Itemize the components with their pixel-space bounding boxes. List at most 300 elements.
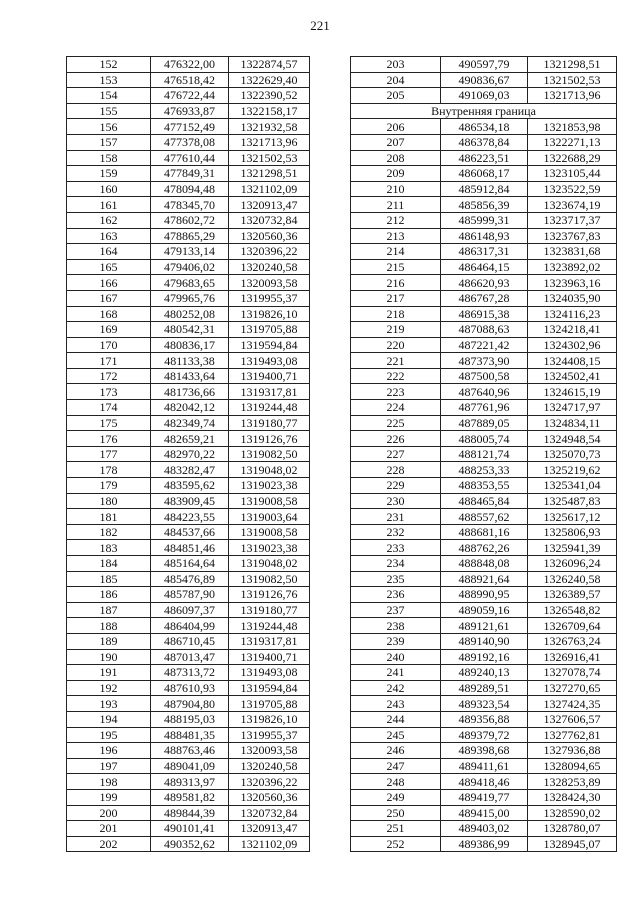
y-coordinate-cell: 1326763,24	[528, 633, 617, 649]
table-row	[67, 228, 310, 244]
y-coordinate-cell: 1325219,62	[528, 462, 617, 478]
point-number-cell: 179	[67, 478, 151, 494]
x-coordinate-cell: 488465,84	[441, 493, 528, 509]
x-coordinate-cell: 488990,95	[441, 587, 528, 603]
table-row	[67, 602, 310, 618]
point-number-cell: 219	[351, 322, 441, 338]
x-coordinate-cell: 486378,84	[441, 134, 528, 150]
x-coordinate-cell: 486223,51	[441, 150, 528, 166]
point-number-cell: 198	[67, 774, 151, 790]
y-coordinate-cell: 1319705,88	[229, 696, 310, 712]
point-number-cell: 245	[351, 727, 441, 743]
table-row	[351, 150, 617, 166]
y-coordinate-cell: 1326096,24	[528, 556, 617, 572]
table-row	[67, 306, 310, 322]
table-row	[351, 633, 617, 649]
x-coordinate-cell: 480542,31	[151, 322, 229, 338]
point-number-cell: 175	[67, 415, 151, 431]
point-number-cell: 184	[67, 556, 151, 572]
point-number-cell: 170	[67, 337, 151, 353]
point-number-cell: 171	[67, 353, 151, 369]
x-coordinate-cell: 487610,93	[151, 680, 229, 696]
point-number-cell: 156	[67, 119, 151, 135]
y-coordinate-cell: 1325487,83	[528, 493, 617, 509]
point-number-cell: 239	[351, 633, 441, 649]
table-row	[67, 680, 310, 696]
table-row	[351, 446, 617, 462]
y-coordinate-cell: 1320560,36	[229, 228, 310, 244]
y-coordinate-cell: 1319493,08	[229, 665, 310, 681]
point-number-cell: 186	[67, 587, 151, 603]
point-number-cell: 207	[351, 134, 441, 150]
point-number-cell: 221	[351, 353, 441, 369]
y-coordinate-cell: 1320732,84	[229, 212, 310, 228]
section-label: Внутренняя граница	[351, 103, 617, 119]
y-coordinate-cell: 1319594,84	[229, 680, 310, 696]
point-number-cell: 176	[67, 431, 151, 447]
x-coordinate-cell: 488195,03	[151, 711, 229, 727]
point-number-cell: 158	[67, 150, 151, 166]
table-row	[67, 212, 310, 228]
y-coordinate-cell: 1324615,19	[528, 384, 617, 400]
table-row	[67, 836, 310, 852]
table-row	[351, 181, 617, 197]
y-coordinate-cell: 1319826,10	[229, 306, 310, 322]
point-number-cell: 225	[351, 415, 441, 431]
x-coordinate-cell: 489240,13	[441, 665, 528, 681]
x-coordinate-cell: 476722,44	[151, 88, 229, 104]
point-number-cell: 251	[351, 821, 441, 837]
y-coordinate-cell: 1326916,41	[528, 649, 617, 665]
y-coordinate-cell: 1321713,96	[528, 88, 617, 104]
table-row	[351, 727, 617, 743]
table-row	[67, 821, 310, 837]
y-coordinate-cell: 1319008,58	[229, 524, 310, 540]
x-coordinate-cell: 481433,64	[151, 368, 229, 384]
x-coordinate-cell: 486464,15	[441, 259, 528, 275]
x-coordinate-cell: 489323,54	[441, 696, 528, 712]
y-coordinate-cell: 1324302,96	[528, 337, 617, 353]
point-number-cell: 202	[67, 836, 151, 852]
table-row	[67, 368, 310, 384]
table-row	[351, 649, 617, 665]
y-coordinate-cell: 1324408,15	[528, 353, 617, 369]
x-coordinate-cell: 491069,03	[441, 88, 528, 104]
point-number-cell: 234	[351, 556, 441, 572]
point-number-cell: 155	[67, 103, 151, 119]
y-coordinate-cell: 1319082,50	[229, 571, 310, 587]
x-coordinate-cell: 489313,97	[151, 774, 229, 790]
y-coordinate-cell: 1319317,81	[229, 384, 310, 400]
x-coordinate-cell: 490597,79	[441, 57, 528, 73]
table-row	[67, 587, 310, 603]
table-row	[351, 212, 617, 228]
coordinates-table-right	[350, 56, 617, 852]
y-coordinate-cell: 1321102,09	[229, 181, 310, 197]
table-row	[351, 618, 617, 634]
point-number-cell: 229	[351, 478, 441, 494]
x-coordinate-cell: 479965,76	[151, 290, 229, 306]
point-number-cell: 193	[67, 696, 151, 712]
x-coordinate-cell: 478865,29	[151, 228, 229, 244]
table-row	[351, 244, 617, 260]
y-coordinate-cell: 1324218,41	[528, 322, 617, 338]
point-number-cell: 252	[351, 836, 441, 852]
y-coordinate-cell: 1327606,57	[528, 711, 617, 727]
x-coordinate-cell: 477610,44	[151, 150, 229, 166]
point-number-cell: 215	[351, 259, 441, 275]
table-row	[67, 353, 310, 369]
section-header-row	[351, 103, 617, 119]
point-number-cell: 249	[351, 789, 441, 805]
y-coordinate-cell: 1320560,36	[229, 789, 310, 805]
x-coordinate-cell: 488005,74	[441, 431, 528, 447]
x-coordinate-cell: 487761,96	[441, 400, 528, 416]
x-coordinate-cell: 488481,35	[151, 727, 229, 743]
y-coordinate-cell: 1324948,54	[528, 431, 617, 447]
x-coordinate-cell: 489121,61	[441, 618, 528, 634]
y-coordinate-cell: 1323717,37	[528, 212, 617, 228]
x-coordinate-cell: 480836,17	[151, 337, 229, 353]
y-coordinate-cell: 1320396,22	[229, 244, 310, 260]
table-row	[351, 680, 617, 696]
x-coordinate-cell: 489192,16	[441, 649, 528, 665]
point-number-cell: 199	[67, 789, 151, 805]
x-coordinate-cell: 488762,26	[441, 540, 528, 556]
table-row	[67, 400, 310, 416]
point-number-cell: 169	[67, 322, 151, 338]
y-coordinate-cell: 1319955,37	[229, 290, 310, 306]
y-coordinate-cell: 1323963,16	[528, 275, 617, 291]
y-coordinate-cell: 1319826,10	[229, 711, 310, 727]
x-coordinate-cell: 486710,45	[151, 633, 229, 649]
x-coordinate-cell: 489379,72	[441, 727, 528, 743]
x-coordinate-cell: 484851,46	[151, 540, 229, 556]
y-coordinate-cell: 1325941,39	[528, 540, 617, 556]
point-number-cell: 220	[351, 337, 441, 353]
x-coordinate-cell: 489356,88	[441, 711, 528, 727]
x-coordinate-cell: 488763,46	[151, 743, 229, 759]
x-coordinate-cell: 479406,02	[151, 259, 229, 275]
x-coordinate-cell: 478602,72	[151, 212, 229, 228]
point-number-cell: 161	[67, 197, 151, 213]
y-coordinate-cell: 1319180,77	[229, 602, 310, 618]
y-coordinate-cell: 1325617,12	[528, 509, 617, 525]
table-row	[67, 103, 310, 119]
x-coordinate-cell: 487221,42	[441, 337, 528, 353]
y-coordinate-cell: 1324717,97	[528, 400, 617, 416]
table-row	[351, 384, 617, 400]
y-coordinate-cell: 1324116,23	[528, 306, 617, 322]
point-number-cell: 228	[351, 462, 441, 478]
table-row	[351, 587, 617, 603]
table-row	[351, 88, 617, 104]
table-row	[351, 758, 617, 774]
table-row	[351, 57, 617, 73]
x-coordinate-cell: 487313,72	[151, 665, 229, 681]
y-coordinate-cell: 1319023,38	[229, 540, 310, 556]
x-coordinate-cell: 487373,90	[441, 353, 528, 369]
table-row	[67, 805, 310, 821]
point-number-cell: 244	[351, 711, 441, 727]
point-number-cell: 213	[351, 228, 441, 244]
table-row	[67, 275, 310, 291]
x-coordinate-cell: 484223,55	[151, 509, 229, 525]
point-number-cell: 230	[351, 493, 441, 509]
x-coordinate-cell: 489411,61	[441, 758, 528, 774]
table-row	[351, 711, 617, 727]
x-coordinate-cell: 480252,08	[151, 306, 229, 322]
y-coordinate-cell: 1319126,76	[229, 431, 310, 447]
table-row	[351, 368, 617, 384]
point-number-cell: 196	[67, 743, 151, 759]
table-row	[67, 540, 310, 556]
table-row	[67, 134, 310, 150]
x-coordinate-cell: 488253,33	[441, 462, 528, 478]
y-coordinate-cell: 1325806,93	[528, 524, 617, 540]
x-coordinate-cell: 490836,67	[441, 72, 528, 88]
point-number-cell: 185	[67, 571, 151, 587]
x-coordinate-cell: 482970,22	[151, 446, 229, 462]
y-coordinate-cell: 1325341,04	[528, 478, 617, 494]
table-row	[351, 805, 617, 821]
table-row	[67, 181, 310, 197]
y-coordinate-cell: 1319082,50	[229, 446, 310, 462]
table-row	[67, 743, 310, 759]
point-number-cell: 188	[67, 618, 151, 634]
x-coordinate-cell: 490352,62	[151, 836, 229, 852]
table-row	[67, 727, 310, 743]
y-coordinate-cell: 1320093,58	[229, 743, 310, 759]
point-number-cell: 178	[67, 462, 151, 478]
table-row	[67, 290, 310, 306]
table-row	[67, 696, 310, 712]
table-row	[351, 602, 617, 618]
x-coordinate-cell: 488353,55	[441, 478, 528, 494]
x-coordinate-cell: 482042,12	[151, 400, 229, 416]
point-number-cell: 237	[351, 602, 441, 618]
point-number-cell: 241	[351, 665, 441, 681]
x-coordinate-cell: 489140,90	[441, 633, 528, 649]
point-number-cell: 201	[67, 821, 151, 837]
x-coordinate-cell: 481133,38	[151, 353, 229, 369]
y-coordinate-cell: 1327424,35	[528, 696, 617, 712]
x-coordinate-cell: 477849,31	[151, 166, 229, 182]
table-row	[351, 197, 617, 213]
point-number-cell: 172	[67, 368, 151, 384]
table-row	[67, 166, 310, 182]
point-number-cell: 203	[351, 57, 441, 73]
table-row	[67, 789, 310, 805]
table-row	[67, 633, 310, 649]
table-row	[351, 571, 617, 587]
table-row	[67, 571, 310, 587]
point-number-cell: 231	[351, 509, 441, 525]
point-number-cell: 208	[351, 150, 441, 166]
x-coordinate-cell: 476322,00	[151, 57, 229, 73]
table-row	[351, 72, 617, 88]
point-number-cell: 164	[67, 244, 151, 260]
table-row	[351, 400, 617, 416]
table-row	[67, 244, 310, 260]
x-coordinate-cell: 486534,18	[441, 119, 528, 135]
point-number-cell: 205	[351, 88, 441, 104]
table-row	[67, 509, 310, 525]
table-row	[351, 524, 617, 540]
y-coordinate-cell: 1328424,30	[528, 789, 617, 805]
x-coordinate-cell: 484537,66	[151, 524, 229, 540]
y-coordinate-cell: 1319400,71	[229, 649, 310, 665]
point-number-cell: 232	[351, 524, 441, 540]
x-coordinate-cell: 476933,87	[151, 103, 229, 119]
y-coordinate-cell: 1327936,88	[528, 743, 617, 759]
y-coordinate-cell: 1326389,57	[528, 587, 617, 603]
table-row	[67, 259, 310, 275]
table-row	[351, 290, 617, 306]
y-coordinate-cell: 1328945,07	[528, 836, 617, 852]
table-row	[67, 618, 310, 634]
y-coordinate-cell: 1328094,65	[528, 758, 617, 774]
x-coordinate-cell: 485476,89	[151, 571, 229, 587]
y-coordinate-cell: 1321932,58	[229, 119, 310, 135]
x-coordinate-cell: 489418,46	[441, 774, 528, 790]
point-number-cell: 197	[67, 758, 151, 774]
x-coordinate-cell: 486620,93	[441, 275, 528, 291]
y-coordinate-cell: 1320240,58	[229, 758, 310, 774]
y-coordinate-cell: 1324834,11	[528, 415, 617, 431]
x-coordinate-cell: 479683,65	[151, 275, 229, 291]
y-coordinate-cell: 1320396,22	[229, 774, 310, 790]
point-number-cell: 194	[67, 711, 151, 727]
y-coordinate-cell: 1327270,65	[528, 680, 617, 696]
x-coordinate-cell: 489289,51	[441, 680, 528, 696]
table-row	[67, 384, 310, 400]
y-coordinate-cell: 1319400,71	[229, 368, 310, 384]
x-coordinate-cell: 489581,82	[151, 789, 229, 805]
table-row	[67, 462, 310, 478]
table-row	[67, 57, 310, 73]
table-row	[351, 306, 617, 322]
table-row	[351, 259, 617, 275]
point-number-cell: 226	[351, 431, 441, 447]
point-number-cell: 163	[67, 228, 151, 244]
x-coordinate-cell: 488121,74	[441, 446, 528, 462]
y-coordinate-cell: 1324035,90	[528, 290, 617, 306]
x-coordinate-cell: 488557,62	[441, 509, 528, 525]
point-number-cell: 183	[67, 540, 151, 556]
table-row	[351, 789, 617, 805]
table-row	[351, 353, 617, 369]
point-number-cell: 173	[67, 384, 151, 400]
point-number-cell: 162	[67, 212, 151, 228]
x-coordinate-cell: 486767,28	[441, 290, 528, 306]
table-row	[351, 509, 617, 525]
point-number-cell: 211	[351, 197, 441, 213]
y-coordinate-cell: 1319023,38	[229, 478, 310, 494]
point-number-cell: 189	[67, 633, 151, 649]
point-number-cell: 216	[351, 275, 441, 291]
point-number-cell: 227	[351, 446, 441, 462]
y-coordinate-cell: 1324502,41	[528, 368, 617, 384]
y-coordinate-cell: 1322271,13	[528, 134, 617, 150]
point-number-cell: 223	[351, 384, 441, 400]
x-coordinate-cell: 488921,64	[441, 571, 528, 587]
point-number-cell: 218	[351, 306, 441, 322]
table-row	[67, 322, 310, 338]
table-row	[351, 337, 617, 353]
y-coordinate-cell: 1319955,37	[229, 727, 310, 743]
x-coordinate-cell: 489415,00	[441, 805, 528, 821]
point-number-cell: 209	[351, 166, 441, 182]
point-number-cell: 200	[67, 805, 151, 821]
x-coordinate-cell: 483595,62	[151, 478, 229, 494]
y-coordinate-cell: 1321853,98	[528, 119, 617, 135]
table-row	[351, 462, 617, 478]
point-number-cell: 166	[67, 275, 151, 291]
point-number-cell: 204	[351, 72, 441, 88]
point-number-cell: 190	[67, 649, 151, 665]
x-coordinate-cell: 483909,45	[151, 493, 229, 509]
point-number-cell: 177	[67, 446, 151, 462]
y-coordinate-cell: 1323522,59	[528, 181, 617, 197]
point-number-cell: 182	[67, 524, 151, 540]
x-coordinate-cell: 478345,70	[151, 197, 229, 213]
x-coordinate-cell: 487088,63	[441, 322, 528, 338]
point-number-cell: 191	[67, 665, 151, 681]
y-coordinate-cell: 1319594,84	[229, 337, 310, 353]
table-row	[67, 446, 310, 462]
point-number-cell: 154	[67, 88, 151, 104]
table-row	[67, 119, 310, 135]
x-coordinate-cell: 486148,93	[441, 228, 528, 244]
point-number-cell: 180	[67, 493, 151, 509]
y-coordinate-cell: 1319048,02	[229, 462, 310, 478]
x-coordinate-cell: 487640,96	[441, 384, 528, 400]
x-coordinate-cell: 485856,39	[441, 197, 528, 213]
table-row	[67, 774, 310, 790]
y-coordinate-cell: 1320913,47	[229, 197, 310, 213]
table-row	[351, 228, 617, 244]
x-coordinate-cell: 486317,31	[441, 244, 528, 260]
table-row	[351, 275, 617, 291]
y-coordinate-cell: 1319003,64	[229, 509, 310, 525]
y-coordinate-cell: 1320093,58	[229, 275, 310, 291]
y-coordinate-cell: 1321502,53	[528, 72, 617, 88]
table-row	[67, 493, 310, 509]
coordinates-table-right-body	[351, 57, 617, 852]
x-coordinate-cell: 487904,80	[151, 696, 229, 712]
y-coordinate-cell: 1326240,58	[528, 571, 617, 587]
x-coordinate-cell: 485787,90	[151, 587, 229, 603]
point-number-cell: 153	[67, 72, 151, 88]
x-coordinate-cell: 487889,05	[441, 415, 528, 431]
y-coordinate-cell: 1319244,48	[229, 618, 310, 634]
y-coordinate-cell: 1323767,83	[528, 228, 617, 244]
y-coordinate-cell: 1326548,82	[528, 602, 617, 618]
point-number-cell: 192	[67, 680, 151, 696]
point-number-cell: 157	[67, 134, 151, 150]
y-coordinate-cell: 1326709,64	[528, 618, 617, 634]
x-coordinate-cell: 485912,84	[441, 181, 528, 197]
point-number-cell: 214	[351, 244, 441, 260]
table-row	[351, 322, 617, 338]
point-number-cell: 160	[67, 181, 151, 197]
y-coordinate-cell: 1319180,77	[229, 415, 310, 431]
x-coordinate-cell: 485164,64	[151, 556, 229, 572]
y-coordinate-cell: 1327078,74	[528, 665, 617, 681]
table-row	[67, 197, 310, 213]
y-coordinate-cell: 1321102,09	[229, 836, 310, 852]
